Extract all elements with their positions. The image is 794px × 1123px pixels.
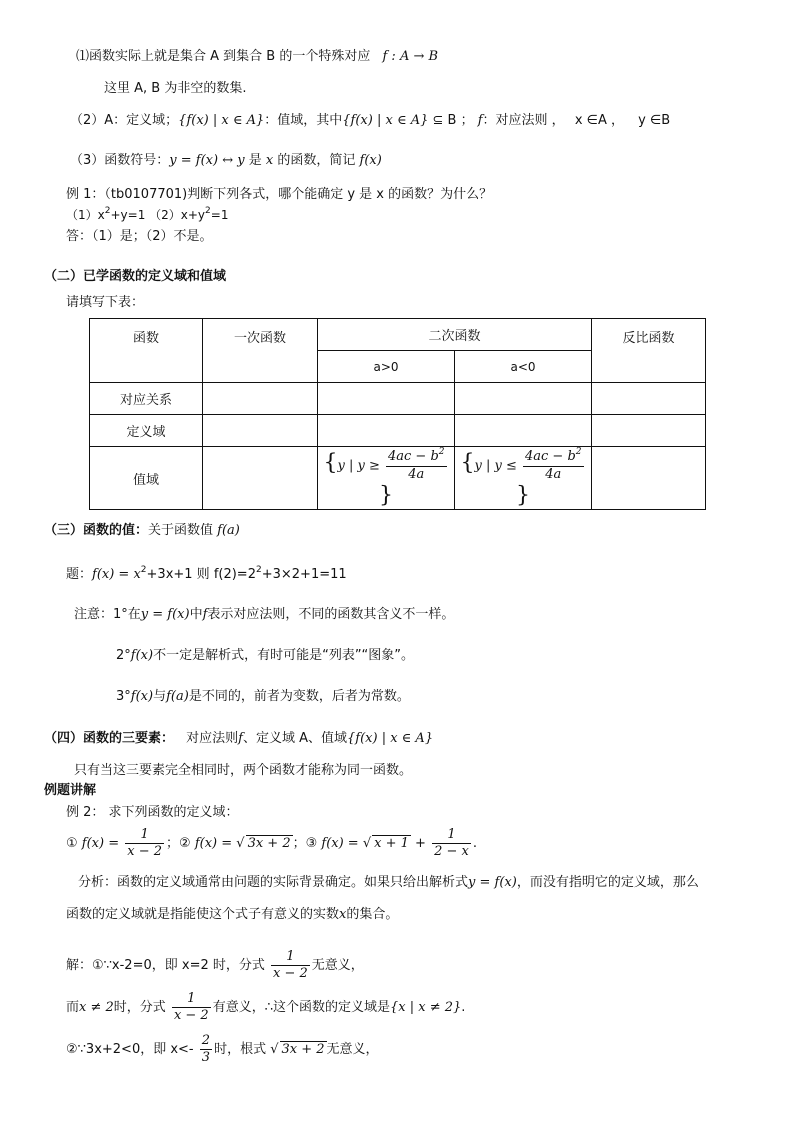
cell-empty [203,447,318,510]
range-neg-sup: 2 [575,446,582,457]
solution-2-fraction [172,991,211,1024]
item-1-a: （1）x [66,208,105,222]
domain-label: （2）A：定义域； [70,113,179,128]
sqrt-sign-icon: √ [362,836,372,851]
q-sup: 2 [140,565,147,575]
range-a-negative [455,447,592,510]
var-x: x [265,153,274,168]
solution-2-c: 有意义，∴这个函数的定义域是 [212,1000,390,1015]
q-fx: f(x) = x [92,567,141,582]
item-2-a: +y=1 （2）x+y [110,208,206,222]
item-2-radicand: 3x + 2 [247,836,291,851]
header-a-negative: a<0 [455,351,592,383]
analysis-2-b: 的集合。 [346,907,399,922]
rule-symbol: f [477,113,483,128]
solution-line-1 [66,948,364,984]
cell-empty [592,383,706,415]
solution-line-2 [66,990,465,1026]
sqrt-sign-icon: √ [270,1042,279,1057]
note-3 [116,688,410,706]
example-1-answer: 答：（1）是；（2）不是。 [66,229,213,244]
solution-3-num: 2 [201,1033,211,1048]
y-in-b: y ∈B [638,113,671,128]
section-4-rule: 对应法则 [186,731,239,746]
sqrt-sign-icon: √ [236,836,245,851]
row-mapping-label: 对应关系 [90,383,203,415]
definition-text: ⑴函数实际上就是集合 A 到集合 B 的一个特殊对应 [76,49,371,64]
range-neg-condition: y | y ≤ [474,458,517,473]
solution-1-num: 1 [271,949,310,966]
fx-symbol: f(x) [359,153,382,168]
section-4-title: （四）函数的三要素： [44,731,175,746]
item-2-marker: ；② [166,836,191,851]
note-2-math: f(x) [130,648,154,663]
analysis-math: y = f(x) [468,875,517,890]
q-sup2: 2 [255,565,262,575]
solution-1-b: 无意义， [311,958,364,973]
range-label: ：值域，其中 [264,113,343,128]
cell-empty [318,415,455,447]
item-3-f: f(x) = [321,836,359,851]
range-neg-numerator: 4ac − b [525,448,576,464]
note-1-b: 中 [189,607,203,622]
item-1-fraction [125,827,164,860]
same-function-note: 只有当这三要素完全相同时，两个函数才能称为同一函数。 [74,763,413,778]
solution-2-num: 1 [172,991,211,1008]
section-4-heading [44,730,433,748]
range-pos-condition: y | y ≥ [337,458,380,473]
solution-2-a: 而 [66,1000,80,1015]
solution-3-a: ②∵3x+2<0，即 x<- [66,1042,194,1057]
solution-2-set: {x | x ≠ 2} [389,1000,462,1015]
example-2-formulas [66,826,477,862]
right-brace: } [379,482,393,508]
solution-2-end: . [461,1000,466,1015]
item-2-f: f(x) = [194,836,233,851]
analysis-2-x: x [339,907,347,922]
example-2-question: 例 2： 求下列函数的定义域： [66,805,239,820]
header-inverse: 反比函数 [592,319,706,383]
symbol-label: （3）函数符号： [70,153,170,168]
item-2-sup: 2 [205,206,211,216]
row-domain-label: 定义域 [90,415,203,447]
left-brace: { [323,450,338,475]
definition-line-2: 这里 A, B 为非空的数集. [104,81,247,96]
examples-heading: 例题讲解 [44,783,97,798]
item-1-f: f(x) = [81,836,120,851]
mapping-formula: f : A → B [382,49,439,64]
solution-1-a: 解：①∵x-2=0，即 x=2 时，分式 [66,958,265,973]
item-2-c: =1 [210,208,229,222]
definition-line-1 [76,48,438,66]
section-3-sub: 关于函数值 [148,523,214,538]
example-1-items [66,206,228,226]
header-function: 函数 [90,319,203,383]
item-3-marker: ；③ [292,836,318,851]
cell-empty [203,415,318,447]
note-3-a: 3° [116,689,131,704]
section-4-c: 、定义域 A、值域 [242,731,348,746]
section-4-set: {f(x) | x ∈ A} [347,731,434,746]
analysis-a: 分析：函数的定义域通常由问题的实际背景确定。如果只给出解析式 [78,875,469,890]
range-pos-numerator: 4ac − b [387,448,439,464]
note-1-f: f [202,607,208,622]
item-1-sup: 2 [104,206,111,216]
section-3-title: （三）函数的值： [44,523,149,538]
item-3-den: 2 − x [434,844,469,859]
solution-3-c: 无意义， [326,1042,379,1057]
fill-table-instruction: 请填写下表： [66,295,145,310]
range-neg-denominator: 4a [545,466,562,482]
note-3-c: 是不同的，前者为变数，后者为常数。 [188,689,410,704]
solution-line-3 [66,1032,379,1068]
item-3-plus: + [415,836,426,851]
header-linear: 一次函数 [203,319,318,383]
analysis-b: ，而没有指明它的定义域，那么 [516,875,699,890]
range-set-2: {f(x) | x ∈ A} [342,113,429,128]
q-c: +3×2+1=11 [261,567,347,582]
note-3-b: 与 [153,689,167,704]
analysis-2-a: 函数的定义域就是指能使这个式子有意义的实数 [66,907,340,922]
q-b: +3x+1 则 f(2)=2 [146,567,256,582]
header-a-positive: a>0 [318,351,455,383]
q-label: 题： [66,567,93,582]
solution-3-b: 时，根式 [214,1042,267,1057]
definition-line-3 [70,112,670,130]
note-3-math2: f(a) [166,689,189,704]
solution-2-den: x − 2 [173,1008,209,1023]
item-1-den: x − 2 [127,844,163,859]
note-1 [74,606,454,624]
note-2 [116,647,414,665]
header-quadratic: 二次函数 [318,319,592,351]
row-range-label: 值域 [90,447,203,510]
definition-line-4 [70,152,382,170]
solution-1-fraction [271,949,310,982]
cell-empty [318,383,455,415]
solution-2-b: 时，分式 [113,1000,166,1015]
note-1-math: y = f(x) [140,607,190,622]
range-pos-fraction [386,446,447,483]
solution-3-den: 3 [201,1050,211,1065]
note-2-a: 2° [116,648,131,663]
cell-empty [455,383,592,415]
range-a-positive [318,447,455,510]
section-2-heading: （二）已学函数的定义域和值域 [44,269,227,284]
cell-empty [455,415,592,447]
function-table [89,318,706,510]
item-3-num: 1 [432,827,471,844]
cell-empty [592,415,706,447]
solution-2-math: x ≠ 2 [79,1000,114,1015]
subset-text: ⊆ B ； [432,113,474,128]
solution-1-den: x − 2 [273,966,308,981]
text-is: 是 [248,153,262,168]
example-1-question: 例 1：（tb0107701)判断下列各式，哪个能确定 y 是 x 的函数？为什么？ [66,187,493,202]
left-brace: { [460,450,475,475]
note-2-b: 不一定是解析式，有时可能是“列表”“图象”。 [153,648,415,663]
range-pos-sup: 2 [438,446,445,457]
range-set: {f(x) | x ∈ A} [178,113,265,128]
item-1-num: 1 [125,827,164,844]
item-3-radicand: x + 1 [374,836,409,851]
item-3-end: . [472,836,477,851]
item-1-marker: ① [66,836,78,851]
item-3-fraction [432,827,471,860]
cell-empty [203,383,318,415]
range-pos-denominator: 4a [408,466,425,482]
rule-label: ：对应法则 ， [482,113,565,128]
analysis-line-2 [66,906,398,924]
solution-3-fraction [200,1033,212,1066]
section-4-f: f [238,731,243,746]
x-in-a: x ∈A ， [574,113,625,128]
function-symbol: y = f(x) ↔ y [169,153,245,168]
fa-symbol: f(a) [217,523,240,538]
right-brace: } [516,482,530,508]
value-example [66,566,347,585]
analysis-line-1 [78,874,699,892]
solution-3-radicand: 3x + 2 [281,1042,325,1057]
shorthand-label: 的函数，简记 [277,153,356,168]
note-1-c: 表示对应法则，不同的函数其含义不一样。 [207,607,455,622]
cell-empty [592,447,706,510]
note-3-math: f(x) [130,689,154,704]
section-3-heading [44,522,240,540]
range-neg-fraction [523,446,584,483]
note-1-a: 注意：1°在 [74,607,141,622]
